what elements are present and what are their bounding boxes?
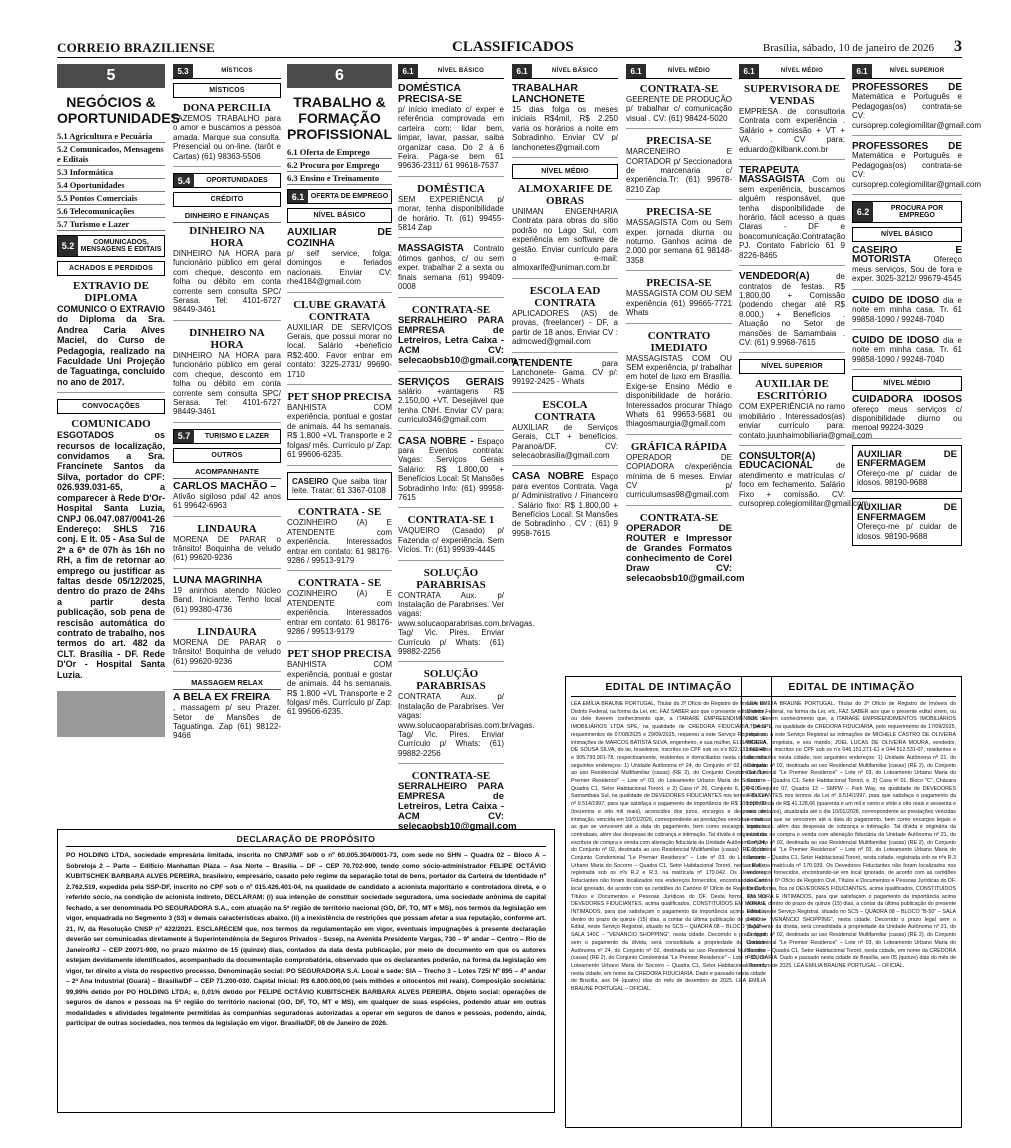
index-item[interactable]: 5.4 Oportunidades [57,179,165,192]
declaracao-box [57,829,555,1113]
ad-headline: COMUNICADO [71,418,151,431]
ad-headline: CASA NOBRE - [398,435,474,447]
classified-ad [173,575,281,620]
ad-headline: SOLUÇÃO PARABRISAS [416,668,486,693]
classified-ad [626,330,732,435]
section-label: PROCURA POR EMPREGO [890,205,944,220]
section-box [173,429,281,444]
brand-name: CORREIO BRAZILIENSE [57,40,216,55]
subsection-box: OUTROS [173,448,281,463]
subhead: MASSAGEM RELAX [173,678,281,690]
classified-ad [739,272,845,353]
ad-headline: ALMOXARIFE DE OBRAS [517,183,613,208]
section-label: TURISMO E LAZER [204,432,270,440]
section-number: 6.1 [852,64,872,78]
subsection-box: NÍVEL MÉDIO [512,164,618,179]
ad-body: Ofereço-me p/ cuidar de idosos. 98190-9688 [857,468,957,487]
classified-ad [626,511,745,589]
section-label: NÍVEL MÉDIO [667,68,711,74]
classified-ad [852,246,962,290]
classified-ad [398,437,504,509]
section-number: 5.7 [174,430,194,443]
section-number: 6.1 [512,64,532,78]
ad-body: OPERADOR DE ROUTER e Impressor de Grandes Formatos conhecimento de Corel Draw CV: selecaobsb10@gmail.com [626,522,745,584]
ad-body: MASSAGISTA COM OU SEM experiência (61) 99665-7721 Whats [626,289,732,318]
ad-body: Espaço para Eventos contrata: Vagas: Serviços Gerais Salário: R$ 1.800,00 + Benefícios Local: St Mansões Sobradinho Info: (61) 99958-7615 [398,436,504,502]
subsection-box: NÍVEL BÁSICO [852,227,962,242]
ad-body: p/ início imediato c/ exper e referência comprovada em carteira com: lidar bem, limpar, lavar, passar, saiba organizar casa. Do 2 à 6 Feira. Paga-se bem 61 99636-2311/ 61 99618-7537 [398,105,504,171]
ad-body: para Lanchonete- Gama. CV p/: 99192-2425 - Whats [512,358,618,387]
classified-ad [173,626,281,672]
index-item[interactable]: 5.6 Telecomunicações [57,205,165,218]
ad-headline: PRECISA-SE [646,277,712,290]
index-item[interactable]: 6.2 Procura por Emprego [287,159,392,172]
classified-ad [852,445,962,493]
ad-body: Matemática e Português e Pedagogas(os) contrata-se CV: cursoprep.colegiomilitar@gmail.com [852,92,982,130]
classified-ad [852,141,982,195]
ad-headline: SOLUÇÃO PARABRISAS [416,566,486,591]
section-number: 6.1 [288,190,308,203]
classified-ad [173,102,281,167]
index-item[interactable]: 6.1 Oferta de Emprego [287,146,392,159]
classified-ad [173,225,281,321]
ad-headline: GRÁFICA RÁPIDA [630,440,728,453]
classified-ad [626,135,732,200]
classified-ad [398,770,517,837]
ad-body: dia e noite em minha casa. Tr. 61 99858-1090 / 99248-7040 [852,335,962,364]
subsection-box: CONVOCAÇÕES [57,399,165,414]
column-6 [626,64,745,670]
classified-ad [57,280,165,393]
ad-body: BANHISTA COM experiência, pontual e gostar de animais. 44 hs semanais. R$ 1.800 +VL Transporte e 2 folgas/ mês. Currículo p/ Zap: 61 99606-6235. [287,660,392,717]
column-4 [398,64,535,833]
ad-headline: LINDAURA [197,522,257,535]
index-item[interactable]: 5.5 Pontos Comerciais [57,192,165,205]
subhead: DINHEIRO E FINANÇAS [173,211,281,223]
ad-headline: CASA NOBRE [512,471,584,483]
section-number: 6.1 [626,64,646,78]
ad-headline: CONTRATA-SE [411,303,491,316]
ad-headline: CUIDADORA IDOSOS [852,394,962,406]
section-label: NÍVEL BÁSICO [437,68,485,74]
column-5 [512,64,618,670]
ad-body: Ativão sigiloso pdal 42 anos 61 99642-6963 [173,491,281,511]
ad-headline: CUIDO DE IDOSO [852,334,940,346]
ad-body: FAZEMOS TRABALHO para o amor e buscamos a pessoa amada. Marque sua consulta. Presencial ou on-line. (tarôt e Cartas) (61) 98363-5506 [173,114,281,161]
ad-body: VAQUEIRO (Casado) p/ Fazenda c/ experiência. Sem Vícios. Tr: (61) 99939-4445 [398,526,504,555]
ad-body: Contrato ótimos ganhos, c/ ou sem exper. trabalhar 2 a sexta ou finais semana (61) 99409-0008 [398,244,504,292]
section-box [852,201,962,223]
ad-headline: LUNA MAGRINHA [173,573,263,586]
section-box [287,189,392,204]
classified-ad [398,566,535,663]
classified-ad [287,648,392,721]
ad-body: EMPRESA de consultoria Contrata com experiência . Salário + comissão + VT + VA . CV para: eduardo@kilbank.com.br [739,107,845,154]
ad-headline: CONSULTOR(A) EDUCACIONAL [739,450,816,472]
classified-ad [852,296,962,330]
classified-ad [173,327,281,423]
category-index [57,130,165,231]
column-2 [173,64,281,824]
column-1 [57,64,180,824]
ad-headline: DINHEIRO NA HORA [189,326,265,351]
section-label: OFERTA DE EMPREGO [310,193,389,200]
ad-headline: CONTRATA - SE [297,577,382,590]
ad-body: MORENA DE PARAR o trânsito! Boquinha de veludo (61) 99620-9236 [173,637,281,666]
ad-body: MARCENEIRO E CORTADOR p/ Seccionadora de marcenaria c/ experiência.Tr: (61) 99678-8210 Zap [626,147,732,194]
classified-ad [626,277,732,323]
category-title: TRABALHO & FORMAÇÃO PROFISSIONAL [287,94,393,142]
subsection-box: CRÉDITO [173,192,281,207]
classified-ad [739,378,873,446]
ad-headline: SUPERVISORA DE VENDAS [744,83,840,107]
ad-headline: A BELA EX FREIRA [173,691,271,704]
classified-ad [287,391,392,465]
ad-headline: AUXILIAR DE ENFERMAGEM [857,448,957,470]
ad-body: COMUNICO O EXTRAVIO do Diploma da Sra. Andrea Caria Alves Maciel, do Curso de Pedagogia, realizado na Faculdade Uni Projeção de Taguatinga, concluído no ano de 2017. [57,304,165,387]
section-header [626,64,732,79]
subsection-box: NÍVEL MÉDIO [852,376,962,391]
ad-headline: CONTRATA - SE [297,506,382,519]
section-label: OPORTUNIDADES [206,177,268,185]
classified-ad [398,378,504,431]
subsection-box: ACHADOS E PERDIDOS [57,261,165,276]
category-number: 5 [57,64,165,88]
ad-headline: EXTRAVIO DE DIPLOMA [73,280,149,304]
classified-ad [287,299,392,385]
section-header [173,64,281,79]
ad-body: p/ self service, folga: domingos e feriados nacionais. Enviar CV: rhe4184@gmail.com [287,249,392,287]
ad-headline: AUXILIAR DE COZINHA [287,226,392,249]
ad-headline: CONTRATO IMEDIATO [647,329,711,354]
classified-ad [398,514,504,560]
classified-ad [398,244,504,297]
ad-body: DINHEIRO NA HORA para funcionário público em geral com cheque, desconto em folha ou débito em conta corrente sem consulta SPC/ Serasa. Tel: 4101-6727 98449-3461 [173,350,281,417]
gray-block [57,691,165,737]
ad-body: ofereço meus serviços c/ disponibilidade diurno ou menoal 99224-3029 [852,404,962,433]
classified-ad [398,83,504,177]
index-item[interactable]: 5.1 Agricultura e Pecuária [57,130,165,143]
ad-headline: CUIDO DE IDOSO [852,294,940,306]
ad-headline: CASEIRO [292,476,329,486]
classified-ad [626,441,732,506]
ad-body: dia e noite em minha casa. Tr. 61 99858-1090 / 99248-7040 [852,295,962,324]
classified-ad [287,506,392,571]
classified-ad [852,498,962,546]
ad-headline: DOMÉSTICA PRECISA-SE [398,82,463,105]
section-number: 6.2 [853,202,873,222]
ad-body: GEERENTE DE PRODUÇÃO p/ trabalhar c/ comunicação visual . CV: (61) 98424-5020 [626,95,732,123]
section-header [512,64,618,79]
ad-headline: PRECISA-SE [646,135,712,148]
subhead: ACOMPANHANTE [173,467,281,479]
ad-headline: CASEIRO E MOTORISTA [852,245,962,266]
ad-body: 15 dias folga os meses iniciais R$4mil, R$ 2.250 varia os horários a noite em Sobradinho. Enviar CV p/ lanchonetes@gmail.com [512,105,618,152]
ad-headline: CONTRATA-SE [411,770,491,783]
section-label: NÍVEL SUPERIOR [889,68,945,74]
section-label: NÍVEL MÉDIO [780,68,824,74]
classified-ad [57,418,165,685]
ad-body: Espaço para eventos Contrata. Vaga p/ Administrativo / Financeiro . Salário fixo: R$ 1.800,00 + Benefícios Local: St Mansões de Sobradinho . CV : (61) 9 9958-7615 [512,472,618,538]
subsection-box: NÍVEL SUPERIOR [739,359,845,374]
index-item[interactable]: 6.3 Ensino e Treinamento [287,172,392,185]
classified-ad [173,523,281,569]
ad-headline: VENDEDOR(A) [739,271,810,283]
edital-body: LÉA EMÍLIA BRAUNE PORTUGAL, Titular do 2º Ofício de Registro de Imóveis do Distrito Federal, na forma da Lei, etc. FAZ SABER aos que o presente edital virem, ou dele tiverem conhecimento que, a ITARARÉ EMPREENDIMENTOS IMOBILIÁRIOS LTDA SPE, na qualidade de CREDORA FIDUCIÁRIA, pelo requerimento de 17/09/2025, requereu a este Serviço Registral as intimações de MICHELE CASTRO DE OLIVEIRA MOURA, projetista, e seu marido, JOEL LUCAS DE OLIVEIRA MOURA, vendedor, brasileiros, inscritos no CPF sob os n's 046.151.271-61 e 044.512.531-07, residentes e domiciliados nesta cidade, nos seguintes endereços: 1) Unidade Autônoma nº 21, do Conjunto nº 02, destinada ao uso Residencial Multifamiliar (casas) (RE 2), do Conjunto Condominial "Le Premier Residence" – Lote nº 03, do Loteamento Urbano Maria do Socorro – Quadra C1, Setor Habitacional Tororó, e, 2) Casa nº 01, Bloco "C", Chácara 04, Conjunto 07, Quadra 13 – SMPW – Park Way, na qualidade de DEVEDORES FIDUCIANTES nos termos da Lei nº 9.514/1997, para que satisfaça o pagamento da importância de R$ 41.128,66 (quarenta e um mil e cento e vinte e oito reais e sessenta e seis centavos), atualizada até o dia 10/01/2026, correspondente as prestações vencidas e mais as que se vencerem até a data do pagamento, bem como encargos legais e contratuais, além das despesas de cobrança e intimação. Tal dívida é originária da escritura de compra e venda com alienação fiduciária da Unidade Autônoma nº 21, do Conjunto nº 02, destinada ao uso Residencial Multifamiliar (casas) (RE 2), do Conjunto Condominial "Le Premier Residence" – Lote nº 03, do Loteamento Urbano Maria do Socorro – Quadra C1, Setor Habitacional Tororó, nesta cidade, registrada sob os nºs R.3 e R.4, na matrícula nº 170.039. Os Devedores Fiduciantes não foram localizados nos endereços fornecidos, encontrando-se em local ignorado, de acordo com as certidões do Cartório 6º Ofício de Registro Civil, Títulos e Documentos e Pessoas Jurídicas do DF. Desta forma, fica os DEVEDORES FIDUCIANTES, acima qualificados, CONSTITUÍDOS EM MORA E INTIMADOS, para que satisfaçam o pagamento da importância acima referida, dentro do prazo de quinze (15) dias, a contar da última publicação do presente Edital, neste Serviço Registral, situado no SCS – QUADRA 08 – BLOCO "B-50" – SALA 140C – "VENÂNCIO SHOPPING", nesta cidade. Decorrido o prazo legal sem o pagamento da dívida, será consolidada a propriedade da Unidade Autônoma nº 21, do Conjunto nº 02, destinada ao uso Residencial Multifamiliar (casas) (RE 2), do Conjunto Condominial "Le Premier Residence" – Lote nº 03, do Loteamento Urbano Maria do Socorro – Quadra C1, Setor Habitacional Tororó, nesta cidade, em nome da CREDORA FIDUCIÁRIA. Dado e passado nesta cidade de Brasília, aos 05 (quinze) dias do mês de dezembro de 2025. LÉA EMÍLIA BRAUNE PORTUGAL – OFICIAL. [747,701,956,969]
ad-body: SERRALHEIRO PARA EMPRESA de Letreiros, Letra Caixa - ACM CV: selecaobsb10@gmail.com [398,314,517,366]
column-8 [852,64,982,670]
classified-ad [287,472,392,501]
ad-headline: PET SHOP PRECISA [287,391,392,404]
ad-body: , massagem p/ seu Prazer. Setor de Mansões de Taguatinga. Zap (61) 98122-9466 [173,703,281,741]
ad-body: SERRALHEIRO PARA EMPRESA de Letreiros, Letra Caixa - ACM CV: selecaobsb10@gmail.com [398,781,517,833]
classified-ad [852,82,982,136]
ad-headline: TERAPEUTA MASSAGISTA [739,165,805,186]
ad-headline: CLUBE GRAVATÁ CONTRATA [293,298,386,323]
edital-title: EDITAL DE INTIMAÇÃO [747,681,956,697]
ad-headline: DOMÉSTICA [417,182,485,195]
ad-body: COZINHEIRO (A) E ATENDENTE com experiência. Interessados entrar em contato: 61 98176-9286 / 99513-9179 [287,589,392,636]
section-number: 5.3 [173,64,193,78]
page-number: 3 [954,38,962,55]
ad-body: BANHISTA COM experiência, pontual e gostar de animais. 44 hs semanais. R$ 1.800 +VL Transporte e 2 folgas/ mês. Currículo p/ Zap: 61 99606-6235. [287,403,392,460]
section-header [852,64,962,79]
ad-body: CONTRATA Aux. p/ Instalação de Parabrises. Ver vagas: www.solucaoparabrisas.com.br/vagas. Tag/ Vic. Pires. Enviar Currículo p/ Whats: (61) 99882-2256 [398,590,535,657]
declaracao-title: DECLARAÇÃO DE PROPÓSITO [66,834,546,847]
ad-headline: ATENDENTE [512,357,573,369]
classified-ad [398,183,504,239]
edital-title: EDITAL DE INTIMAÇÃO [571,681,766,697]
index-item[interactable]: 5.2 Comunicados, Mensagens e Editais [57,144,164,164]
ad-headline: DONA PERCILIA [182,102,272,114]
ad-body: AUXILIAR de Serviços Gerais, CLT + benefícios. Paranoá/DF. CV: selecaobrasilia@gmail.com [512,422,618,460]
subsection-box: NÍVEL BÁSICO [287,208,392,223]
classified-ad [852,336,962,370]
ad-body: SEM EXPERIÊNCIA p/ morar, tenha disponibilidade de horário. Tr. (61) 99455-5814 Zap [398,194,504,233]
column-3 [287,64,392,824]
classified-ad [512,183,618,279]
ad-body: salário +vantagens R$ 2.150,00 +VT. Desejável que tenha CNH. Enviar CV para: curriculo346@gmail.com [398,386,504,425]
subsection-box: MÍSTICOS [173,83,281,98]
section-number: 6.1 [739,64,759,78]
category-title: NEGÓCIOS & OPORTUNIDADES [57,94,180,126]
category-number: 6 [287,64,392,88]
ad-body: APLICADORES (AS) de provas, (freelancer) - DF, a partir de 18 anos. Enviar CV : admcwed@gmail.com [512,308,618,347]
classified-ad [626,83,732,129]
masthead [57,38,962,58]
section-number: 5.2 [58,236,78,256]
ad-headline: PRECISA-SE [646,206,712,219]
ad-body: UNIMAN ENGENHARIA Contrata para obras do sítio podrão no Lago Sul, com experiência em software de gestão. Enviar currículo para o e-mail: almoxarife@uniman.com.br [512,207,618,273]
index-item[interactable]: 5.7 Turismo e Lazer [57,218,165,231]
classified-ad [739,450,869,513]
ad-body: 19 aninhos atendo Núcleo Band. Iniciante. Tenho local (61) 99380-4736 [173,585,281,614]
ad-headline: CONTRATA-SE [639,83,719,95]
ad-headline: LINDAURA [197,625,257,638]
section-label: NÍVEL BÁSICO [551,68,599,74]
ad-body: OPERADOR DE COPIADORA c/experiência mínima de 6 meses. Enviar CV p/ curriculumsas98@gmail.com [626,452,732,500]
section-title: CLASSIFICADOS [452,39,574,55]
ad-body: Ofereço-me p/ cuidar de idosos. 98190-9688 [857,522,957,541]
declaracao-body: PO HOLDING LTDA, sociedade empresária limitada, inscrita no CNPJ/MF sob o nº 60.005.304/0001-73, com sede no SHN – Quadra 02 – Bloco A – Sobreloja 2 – Parte – Edifício Manhattan Plaza – Asa Norte – Brasília – DF – CEP 70.702-900, tendo como sócio-administrador FELIPE OCTÁVIO KUBITSCHEK BARBARA ALVES PEREIRA, brasileiro, empresário, casado pelo regime da separação total de bens, portador da Carteira de Identidade nº 2.762.519, expedida pela SSP-DF, inscrito no CPF sob o nº 015.426.401-04, na qualidade de candidato a acionista majoritário e controladora direta, e o referido sócio, na condição de acionista indireto, DECLARAM: (i) sua intenção de constituir sociedade seguradora, uma sociedade anônima de capital fechado, a ser denominada PO SEGURADORA S.A., com atuação na 5ª região de território nacional (GO, DF, TO, MT e MS), nos termos da legislação em vigor, enquadrada no Segmento 3 (S3) e demais características abaixo. (ii) a inexistência de restrições que possam afetar a sua reputação, conforme art. 21, IV, da Resolução CNSP nº 422/2021. ESCLARECEM que, nos termos da regulamentação em vigor, eventuais impugnações à presente declaração deverão ser comunicadas diretamente à Superintendência de Seguros Privados - Susep, na Avenida Presidente Vargas, 730 – 9º andar – Centro – Rio de Janeiro/RJ – CEP 20071-900, no prazo máximo de 15 (quinze) dias, contados da data desta publicação, por meio de documento em que os autores estejam devidamente identificados, acompanhado da documentação comprobatória, observado que os declarantes poderão, na forma da legislação em vigor, ter direito a vista do respectivo processo. Denominação social: PO SEGURADORA S.A. Local e sede: SIA – Trecho 3 – Lotes 725/ Nº 895 – 4º andar – 2ª Ana Industrial (Guará) – Brasília/DF – CEP 71.200-030. Capital Inicial: R$ 6.800.000,00 (seis milhões e oitocentos mil reais). Composição societária: 99,99% detido por PO HOLDING LTDA; e, 0,01% detido por FELIPE OCTÁVIO KUBITSCHEK BARBARA ALVES PEREIRA. Objeto social: operações de seguros de danos e pessoas na 5ª região do território nacional (GO, DF, TO, MT e MS), em qualquer de suas espécies, podendo atuar em outras modalidades e atividades legalmente permitidas às companhias seguradoras autorizadas a operar em seguros de danos e pessoas, podendo, ainda, participar de outras sociedades, nos termos da legislação em vigor. Brasília/DF, 08 de Janeiro de 2026. [66,852,546,1027]
classified-ad [287,577,392,642]
classified-ad [512,83,618,158]
ad-headline: ESCOLA CONTRATA [534,398,596,423]
ad-headline: CONTRATA-SE [639,511,719,524]
ad-headline: CONTRATA-SE 1 [407,514,495,527]
section-header [739,64,845,79]
ad-headline: AUXILIAR DE ESCRITÓRIO [755,378,829,403]
edital-box [741,676,962,1128]
ad-body: MASSAGISTA Com ou Sem exper. jornada diurna ou noturno. Ganhos acima de 2.000 por semana 61 98148-3358 [626,218,732,265]
classified-ad [512,285,618,353]
ad-body: COM EXPERIÊNCIA no ramo imobiliário . Interessados(as) enviar currículo para: contato.juunhaimobiliaria@gmail.com [739,402,873,440]
classified-ad [739,83,845,160]
ad-body: Ofereço meus serviços, Sou de fora e exper. 3025-3212/ 99679-4545 [852,255,962,284]
classified-ad [739,166,845,266]
ad-headline: PROFESSORES DE [852,141,962,153]
classified-ad [398,668,535,764]
classified-ad [398,303,517,372]
classified-ad [173,481,281,517]
issue-date: Brasília, sábado, 10 de janeiro de 2026 [762,42,934,54]
ad-body: ESGOTADOS os recursos de localização, convidamos a Sra. Francinete Santos da Silva, portador do CPF: 026.939.031-65, a comparecer à Rede D'Or-Hospital Santa Luzia, CNPJ 06.047.087/0041-26 Endereço: SHLS 716 conj. E lt. 05 - Asa Sul de 2ª a 6ª de 07h às 16h no RH, a fim de retornar ao emprego ou justificar as faltas desde 05/12/2025, dentro do prazo de 24hs a partir desta publicação, sob pena de rescisão automática do contrato de trabalho, nos termos do art. 482 da CLT. Brasília - DF. Rede D'Or - Hospital Santa Luzia. [57,430,166,680]
ad-headline: DINHEIRO NA HORA [189,225,265,250]
ad-body: MASSAGISTAS COM OU SEM experiência, p/ trabalhar em hotel de luxo em Brasília. Exige-se Ensino Médio e disponibilidade de horário. Interessados procurar Thiago Whats 61 99653-5681 ou thiagosmaurgia@gmail.com [626,353,732,429]
edital-body: LÉA EMÍLIA BRAUNE PORTUGAL, Titular do 2º Ofício de Registro de Imóveis do Distrito Federal, na forma da Lei, etc. FAZ SABER aos que o presente edital virem, ou dele tiverem conhecimento que, a ITARARÉ EMPREENDIMENTOS E IMOBILIÁRIOS LTDA SPE, na qualidade de CREDORA FIDUCIÁRIA, pelos requerimentos de 07/08/2025 e 29/09/2025, requereu a este Serviço Registral as intimações de MARCOS BATISTA SILVA, engenheiro, e sua mulher, ELISANGELA DE SOUSA SILVA, do lar, brasileiros, inscritos no CPF sob os n's 822.931.661-49 e 905.793.901-78, respectivamente, residentes e domiciliados nesta cidade, nos seguintes endereços: 1) Unidade Autônoma nº 24, do Conjunto nº 02, destinada ao uso Residencial Multifamiliar (casas) (RE 2), do Conjunto Condominial "Le Premier Residence" – Lote nº 03, do Loteamento Urbano Maria do Socorro – Quadra C1, Setor Habitacional Tororó, e 2) Casa nº 26, Conjunto 6, QR 105 – Samambaia Sul, na qualidade de DEVEDORES FIDUCIANTES nos termos da Lei nº 9.514/1997, para que satisfaça o pagamento de importância de R$ 308.000,00 (trezentos e oito mil reais), acrescidos dos juros, encargos e despesas de intimação, vencida em 10/01/2026, correspondente as prestações vencidas e mais as que se vencerem até a data do pagamento, bem como encargos legais e contratuais, além das despesas de cobrança e intimação. Tal dívida é originária da escritura de compra e venda com alienação fiduciária da Unidade Autônoma nº 24, do Conjunto nº 02, destinada ao uso Residencial Multifamiliar (casas) (RE 2), do Conjunto Condominial "Le Premier Residence" – Lote nº 03, do Loteamento Urbano Maria do Socorro – Quadra C1, Setor Habitacional Tororó, nesta cidade, registrada sob os nºs R.2 e R.3, na matrícula nº 170.042. Os Devedores Fiduciantes não foram localizados nos endereços fornecidos, encontrando-se em local ignorado, de acordo com as certidões do Cartório 6º Ofício de Registro Civil, Títulos e Documentos e Pessoas Jurídicas do DF. Desta forma, fica os DEVEDORES FIDUCIANTES, acima qualificados, CONSTITUÍDOS EM MORA E INTIMADOS, para que satisfaçam o pagamento da importância acima referida, dentro do prazo de quinze (15) dias, a contar da última publicação do presente Edital, neste Serviço Registral, situado no SCS – QUADRA 08 – BLOCO "B-50" – SALA 140C – "VENÂNCIO SHOPPING", nesta cidade. Decorrido o prazo legal sem o pagamento da dívida, será consolidada a propriedade da Unidade Autônoma nº 24, do Conjunto nº 02, destinada ao uso Residencial Multifamiliar (casas) (RE 2), do Conjunto Condominial "Le Premier Residence" – Lote nº 03, do Loteamento Urbano Maria do Socorro – Quadra C1, Setor Habitacional Tororó, nesta cidade, em nome da CREDORA FIDUCIÁRIA. Dado e passado nesta cidade de Brasília, aos 04 (quatro) dias do mês de dezembro de 2025. LÉA EMÍLIA BRAUNE PORTUGAL – OFICIAL. [571,701,766,993]
section-number: 6.1 [398,64,418,78]
ad-body: Com ou sem experiência, buscamos alguém responsável, que tenha disponibilidade de horário, fácil acesso a quas Claras - DF e boacomunicação.Contratação PJ. Contato Fabrício 61 9 8226-8465 [739,175,846,260]
ad-headline: ESCOLA EAD CONTRATA [529,284,601,309]
classified-ad [512,359,618,393]
section-box [57,235,165,257]
ad-headline: AUXILIAR DE ENFERMAGEM [857,502,957,523]
ad-body: COZINHEIRO (A) E ATENDENTE com experiência. Interessados entrar em contato: 61 98176-9286 / 99513-9179 [287,518,392,565]
section-label: COMUNICADOS, MENSAGENS E EDITAIS [80,239,162,253]
index-item[interactable]: 5.3 Informática [57,166,165,179]
classified-ad [512,399,618,467]
classified-ad [852,395,962,439]
ad-body: AUXILIAR DE SERVIÇOS Gerais, que possui morar no local. Salário +benefício R$2.400. Favor entrar em contato: 3225-2731/ 99690-1710 [287,322,392,379]
classified-ad [287,227,392,293]
ad-body: DINHEIRO NA HORA para funcionário público em geral com cheque, desconto em folha ou débito em conta corrente sem consulta SPC/ Serasa. Tel: 4101-6727 98449-3461 [173,249,281,315]
ad-body: CONTRATA Aux. p/ Instalação de Parabrises. Ver vagas: www.solucaoparabrisas.com.br/vagas. Tag/ Vic. Pires. Enviar Currículo p/ Whats: (61) 99882-2256 [398,692,535,758]
ad-headline: CARLOS MACHÃO – [173,479,277,492]
ad-body: de contratos de festas. R$ 1.800,00 + Comissão (podendo chegar até R$ 8.000,) + Benefícios . Atuação no Setor de mansões de Samambaia . CV: (61) 9.9968-7615 [739,272,845,347]
ad-body: MORENA DE PARAR o trânsito! Boquinha de veludo (61) 99620-9236 [173,534,281,563]
ad-body: Que saiba tirar leite. Tratar: 61 3367-0108 [292,476,387,495]
section-box [173,173,281,188]
ad-headline: PROFESSORES DE [852,82,962,93]
ad-headline: TRABALHAR LANCHONETE [512,82,585,105]
classified-ad [512,472,618,543]
section-number: 5.4 [174,174,194,187]
ad-headline: MASSAGISTA [398,243,464,255]
classified-ad [626,206,732,271]
classified-ad [173,692,281,746]
ad-body: Matemática e Português e Pedagogas(os) contrata-se CV: cursoprep.colegiomilitar@gmail.com [852,151,982,189]
ad-headline: SERVIÇOS GERAIS [398,376,504,388]
section-header [398,64,504,79]
ad-headline: PET SHOP PRECISA [287,648,392,661]
section-label: MÍSTICOS [221,68,253,74]
ad-body: de atendimento e matrículas c/ foco em fechamento. Salário Fixo + comissão. CV: cursoprep.colegiomilitar@gmail.com [739,461,869,508]
